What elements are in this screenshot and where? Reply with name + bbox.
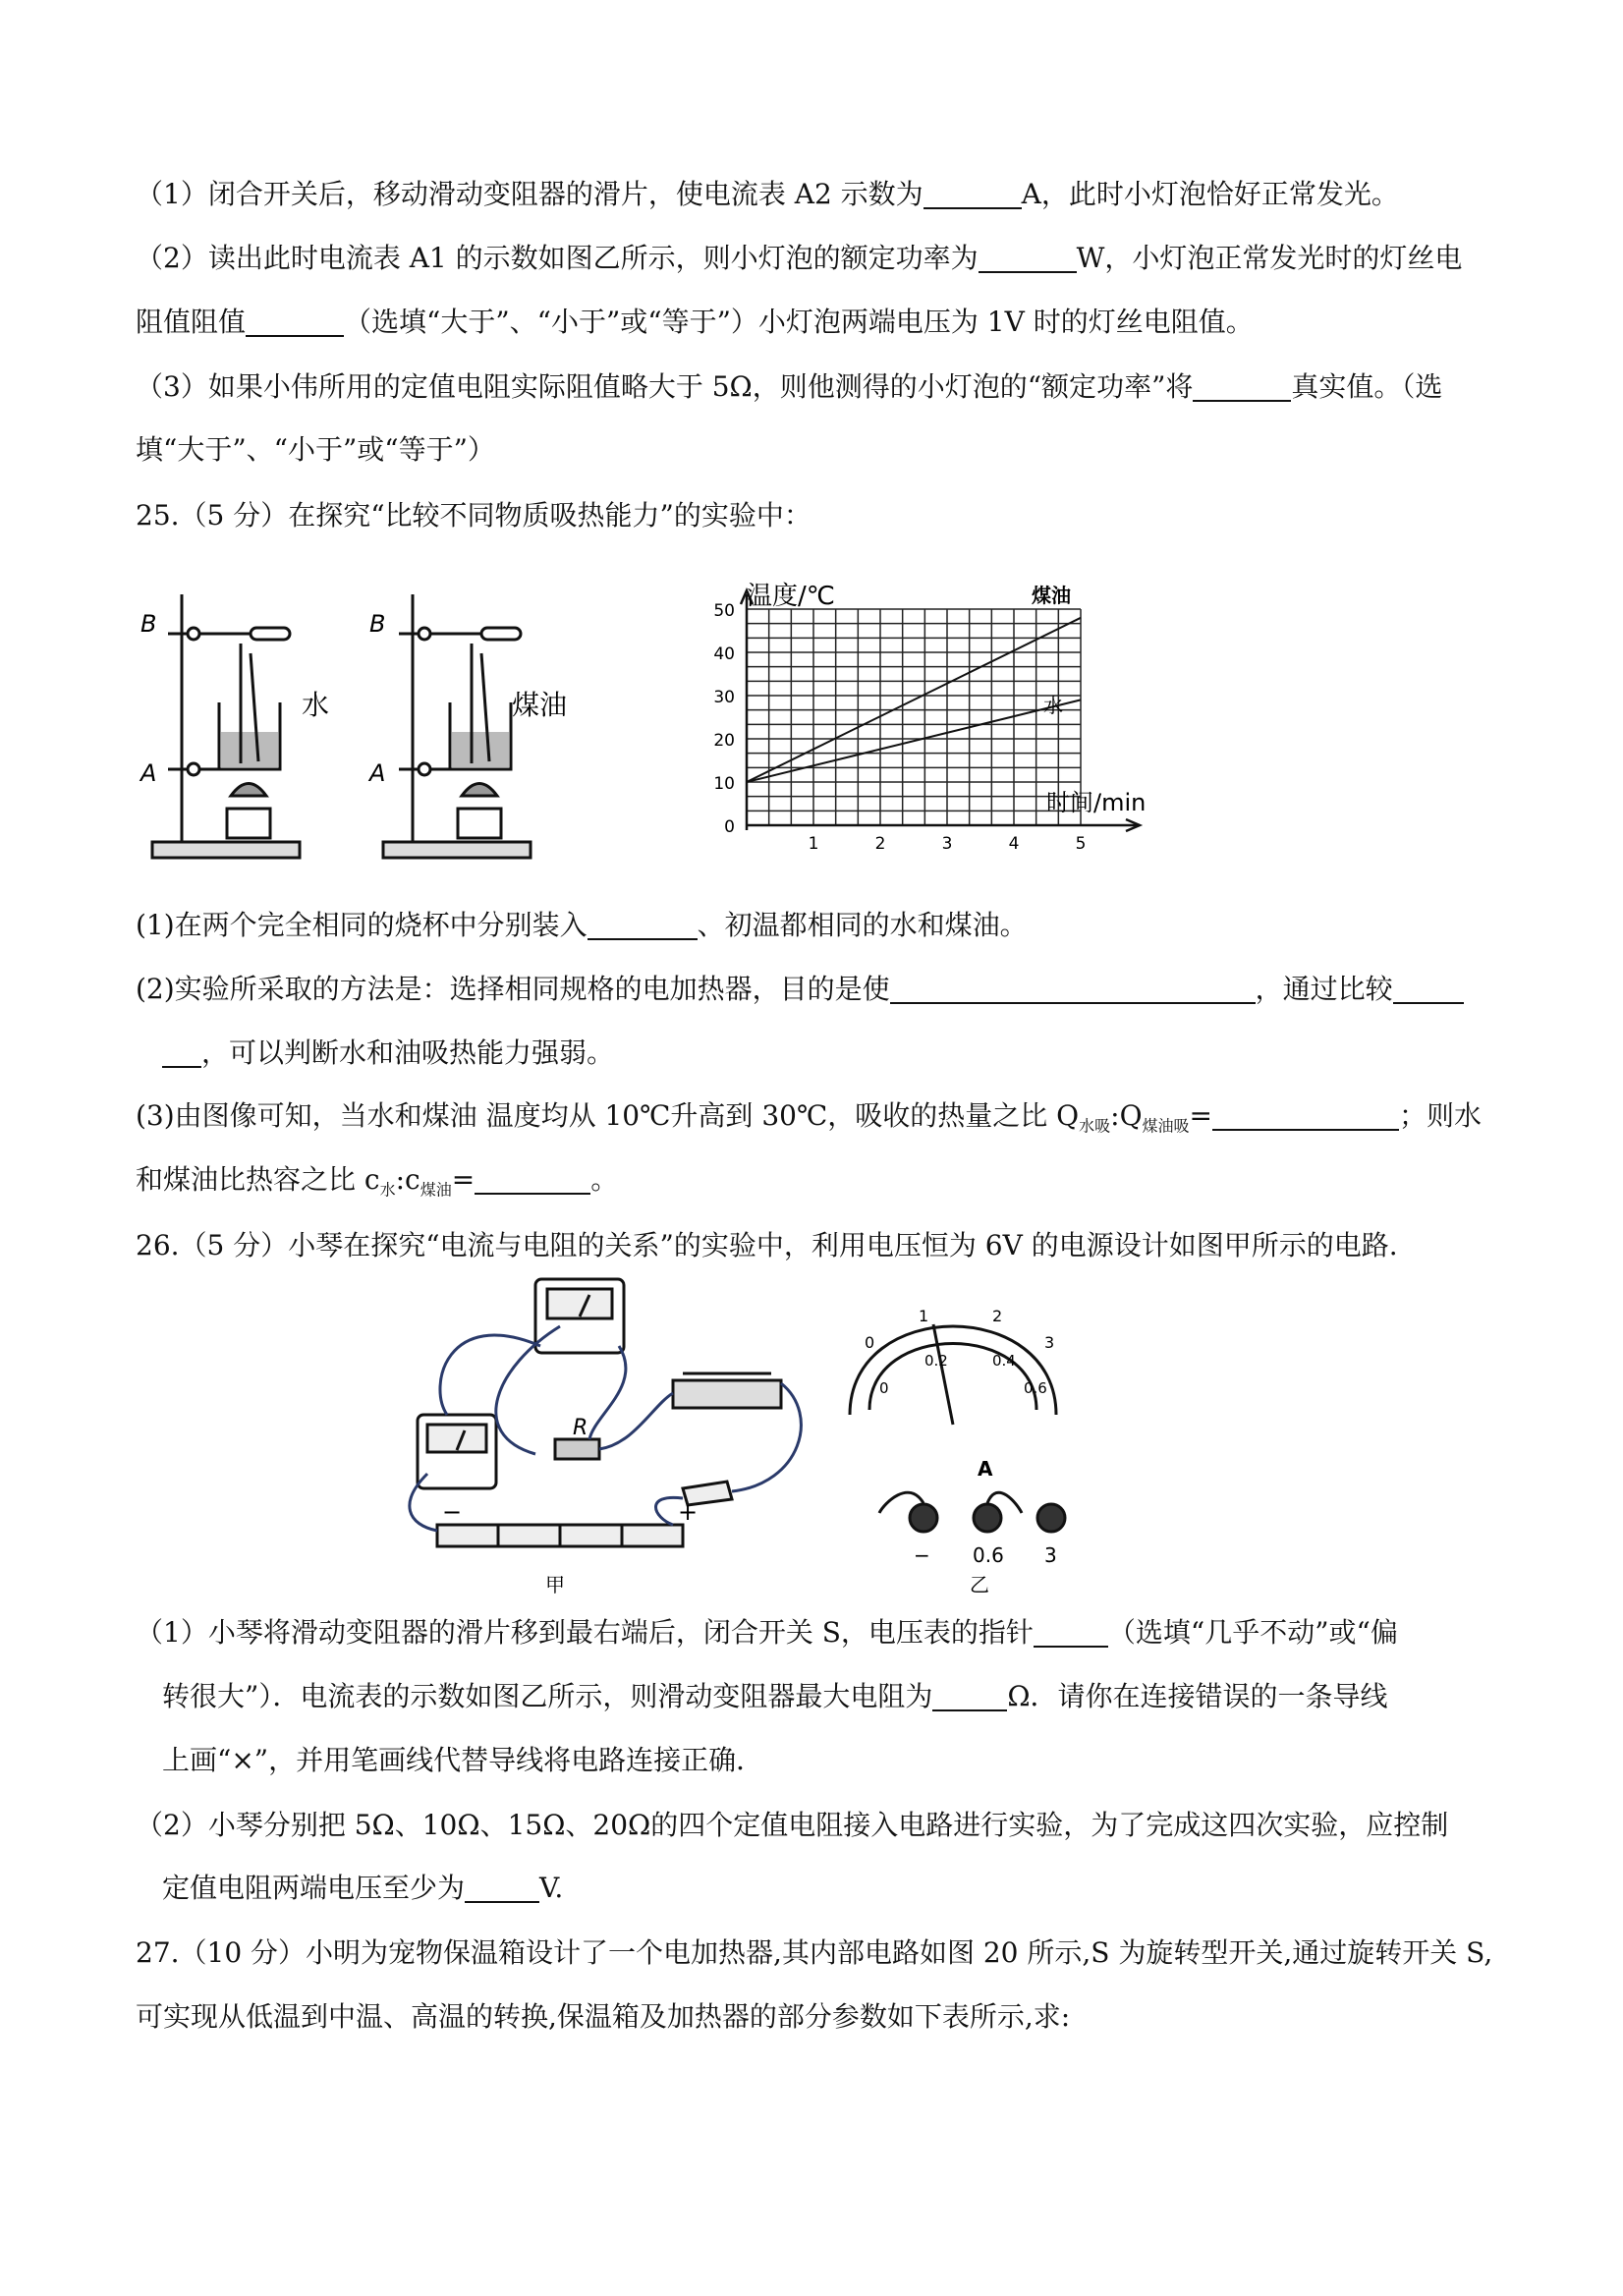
- series-line-water: [747, 700, 1081, 782]
- q26-part1-cont: [162, 1677, 1388, 1716]
- x-tick-label: 2: [874, 834, 886, 854]
- y-tick-label: 40: [713, 644, 735, 664]
- answer-blank[interactable]: [588, 909, 698, 940]
- q26-part2-text-c: V.: [539, 1872, 564, 1904]
- scale-top-3: 3: [1044, 1333, 1055, 1352]
- q25-part1: [136, 906, 1028, 945]
- subscript-water-absorbed: 水吸: [1079, 1116, 1111, 1136]
- terminal-icon: [1037, 1504, 1065, 1532]
- terminal-icon: [974, 1504, 1001, 1532]
- x-tick-label: 3: [941, 834, 953, 854]
- answer-blank[interactable]: [979, 242, 1077, 273]
- label-a: A: [140, 759, 157, 787]
- y-tick-label: 10: [713, 774, 735, 794]
- q25-part2-text-b: ，通过比较: [1255, 973, 1393, 1005]
- q26-part1-text-d: Ω．请你在连接错误的一条导线: [1007, 1680, 1388, 1712]
- q27-line2: 可实现从低温到中温、高温的转换,保温箱及加热器的部分参数如下表所示,求:: [136, 2000, 1071, 2033]
- q24-part1: [136, 175, 1399, 214]
- scale-bottom-2: 0.4: [992, 1352, 1016, 1370]
- terminal-label-3: 3: [1044, 1543, 1057, 1567]
- q24-part3-cont: [136, 430, 495, 470]
- q24-part2-text-c: 阻值阻值: [136, 306, 247, 338]
- ammeter-dial-icon: [850, 1326, 1056, 1415]
- scale-top-0: 0: [865, 1333, 875, 1352]
- scale-bottom-0: 0: [879, 1379, 889, 1397]
- q25-part2-text-a: (2)实验所采取的方法是：选择相同规格的电加热器，目的是使: [136, 973, 890, 1005]
- answer-blank[interactable]: [932, 1680, 1007, 1711]
- q24-part3-text-b: 真实值。（选: [1291, 370, 1443, 403]
- q24-part2-text-b: W，小灯泡正常发光时的灯丝电: [1076, 242, 1463, 274]
- terminal-icon: [910, 1504, 937, 1532]
- x-tick-label: 4: [1008, 834, 1020, 854]
- q25-part3-text-e: :c: [395, 1163, 420, 1196]
- apparatus-water: [152, 594, 300, 858]
- resistor-icon: [555, 1439, 599, 1459]
- apparatus-kerosene: [383, 594, 531, 858]
- q24-part1-text-b: A，此时小灯泡恰好正常发光。: [1021, 178, 1399, 210]
- answer-blank[interactable]: [923, 178, 1022, 209]
- q25-part3-text-mid: :Q: [1110, 1099, 1143, 1132]
- chart-xlabel: 时间/min: [1046, 789, 1147, 816]
- circuit-figure: [388, 1267, 1149, 1606]
- q26-part1-text-a: （1）小琴将滑动变阻器的滑片移到最右端后，闭合开关 S，电压表的指针: [136, 1616, 1034, 1649]
- q25-title: 25.（5 分）在探究“比较不同物质吸热能力”的实验中：: [136, 499, 812, 532]
- q25-part2-cont: [162, 1034, 614, 1073]
- scale-top-1: 1: [919, 1307, 929, 1325]
- scale-top-2: 2: [992, 1307, 1003, 1325]
- y-tick-label: 0: [724, 817, 735, 837]
- answer-blank[interactable]: [162, 1036, 201, 1068]
- q25-part3-cont: [136, 1160, 618, 1210]
- meter-letter: A: [978, 1457, 993, 1481]
- terminal-label-06: 0.6: [973, 1543, 1004, 1567]
- label-kerosene: 煤油: [512, 689, 568, 721]
- q24-part3: [136, 367, 1442, 407]
- subscript-water: 水: [379, 1180, 396, 1200]
- heating-apparatus-figure: [133, 585, 575, 865]
- subscript-kerosene-absorbed: 煤油吸: [1142, 1116, 1190, 1136]
- label-water: 水: [302, 689, 330, 721]
- series-label-water: 水: [1043, 694, 1063, 717]
- q24-part2-cont: [136, 303, 1254, 342]
- temperature-time-chart: [678, 575, 1208, 869]
- q25-part2-text-c: ，可以判断水和油吸热能力强弱。: [201, 1036, 615, 1069]
- q25-part3: [136, 1096, 1482, 1147]
- answer-blank[interactable]: [1034, 1616, 1108, 1648]
- battery-minus-label: −: [442, 1498, 463, 1526]
- q25-part3-text-d: 和煤油比热容之比 c: [136, 1163, 380, 1196]
- q24-part3-text-a: （3）如果小伟所用的定值电阻实际阻值略大于 5Ω，则他测得的小灯泡的“额定功率”将: [136, 370, 1194, 403]
- series-label-kerosene: 煤油: [1032, 584, 1071, 607]
- q25-part3-text-g: 。: [590, 1163, 619, 1196]
- q26-part1-text-e: 上画“×”，并用笔画线代替导线将电路连接正确．: [162, 1744, 764, 1776]
- x-tick-label: 1: [808, 834, 819, 854]
- answer-blank[interactable]: [1193, 370, 1291, 402]
- label-b-2: B: [369, 610, 386, 638]
- y-tick-label: 30: [713, 688, 735, 707]
- q26-part1-text-b: （选填“几乎不动”或“偏: [1107, 1616, 1398, 1649]
- chart-series: [747, 618, 1081, 782]
- q25-part2: [136, 970, 1464, 1009]
- answer-blank[interactable]: [1212, 1099, 1399, 1131]
- q26-part1-cont2: [162, 1741, 763, 1780]
- label-a-2: A: [369, 759, 386, 787]
- answer-blank[interactable]: [890, 973, 1256, 1004]
- answer-blank[interactable]: [465, 1872, 539, 1903]
- battery-plus-label: +: [678, 1498, 699, 1526]
- subscript-kerosene: 煤油: [420, 1180, 452, 1200]
- chart-ylabel: 温度/℃: [747, 582, 835, 611]
- caption-jia: 甲: [545, 1573, 565, 1596]
- q25-part3-text-a: (3)由图像可知，当水和煤油 温度均从 10℃升高到 30℃，吸收的热量之比 Q: [136, 1099, 1080, 1132]
- caption-yi: 乙: [970, 1573, 989, 1596]
- q24-part2: [136, 239, 1462, 278]
- q24-part2-text-a: （2）读出此时电流表 A1 的示数如图乙所示，则小灯泡的额定功率为: [136, 242, 979, 274]
- scale-bottom-3: 0.6: [1024, 1379, 1047, 1397]
- q24-part2-text-d: （选填“大于”、“小于”或“等于”）小灯泡两端电压为 1V 时的灯丝电阻值。: [344, 306, 1254, 338]
- label-b: B: [140, 610, 157, 638]
- answer-blank[interactable]: [475, 1163, 590, 1195]
- q26-part2-text-b: 定值电阻两端电压至少为: [162, 1872, 466, 1904]
- q25-part1-text-b: 、初温都相同的水和煤油。: [697, 909, 1028, 941]
- y-tick-label: 20: [713, 731, 735, 751]
- x-tick-label: 5: [1075, 834, 1087, 854]
- answer-blank[interactable]: [246, 306, 344, 337]
- q26-part1: [136, 1613, 1398, 1652]
- terminal-label-minus: −: [914, 1543, 930, 1567]
- answer-blank[interactable]: [1393, 973, 1464, 1004]
- q26-part2-text-a: （2）小琴分别把 5Ω、10Ω、15Ω、20Ω的四个定值电阻接入电路进行实验，为了完成这四次实验，应控制: [136, 1809, 1449, 1841]
- q24-part3-text-c: 填“大于”、“小于”或“等于”）: [136, 433, 495, 466]
- label-r: R: [573, 1416, 588, 1440]
- q26-part2: [136, 1806, 1448, 1845]
- scale-bottom-1: 0.2: [924, 1352, 948, 1370]
- q25-part3-text-f: =: [451, 1163, 476, 1196]
- y-tick-label: 50: [713, 601, 735, 621]
- q25-part1-text-a: (1)在两个完全相同的烧杯中分别装入: [136, 909, 588, 941]
- q25-part3-text-eq: =: [1189, 1099, 1213, 1132]
- q26-part2-cont: [162, 1869, 563, 1908]
- rheostat-icon: [673, 1380, 781, 1408]
- q26-part1-text-c: 转很大”）．电流表的示数如图乙所示，则滑动变阻器最大电阻为: [162, 1680, 933, 1712]
- q26-title: 26.（5 分）小琴在探究“电流与电阻的关系”的实验中，利用电压恒为 6V 的电源设计如图甲所示的电路.: [136, 1229, 1398, 1261]
- q27-line1: 27.（10 分）小明为宠物保温箱设计了一个电加热器,其内部电路如图 20 所示,S 为旋转型开关,通过旋转开关 S,: [136, 1936, 1493, 1969]
- q24-part1-text-a: （1）闭合开关后，移动滑动变阻器的滑片，使电流表 A2 示数为: [136, 178, 923, 210]
- q25-part3-text-c: ；则水: [1399, 1099, 1483, 1132]
- series-line-kerosene: [747, 618, 1081, 782]
